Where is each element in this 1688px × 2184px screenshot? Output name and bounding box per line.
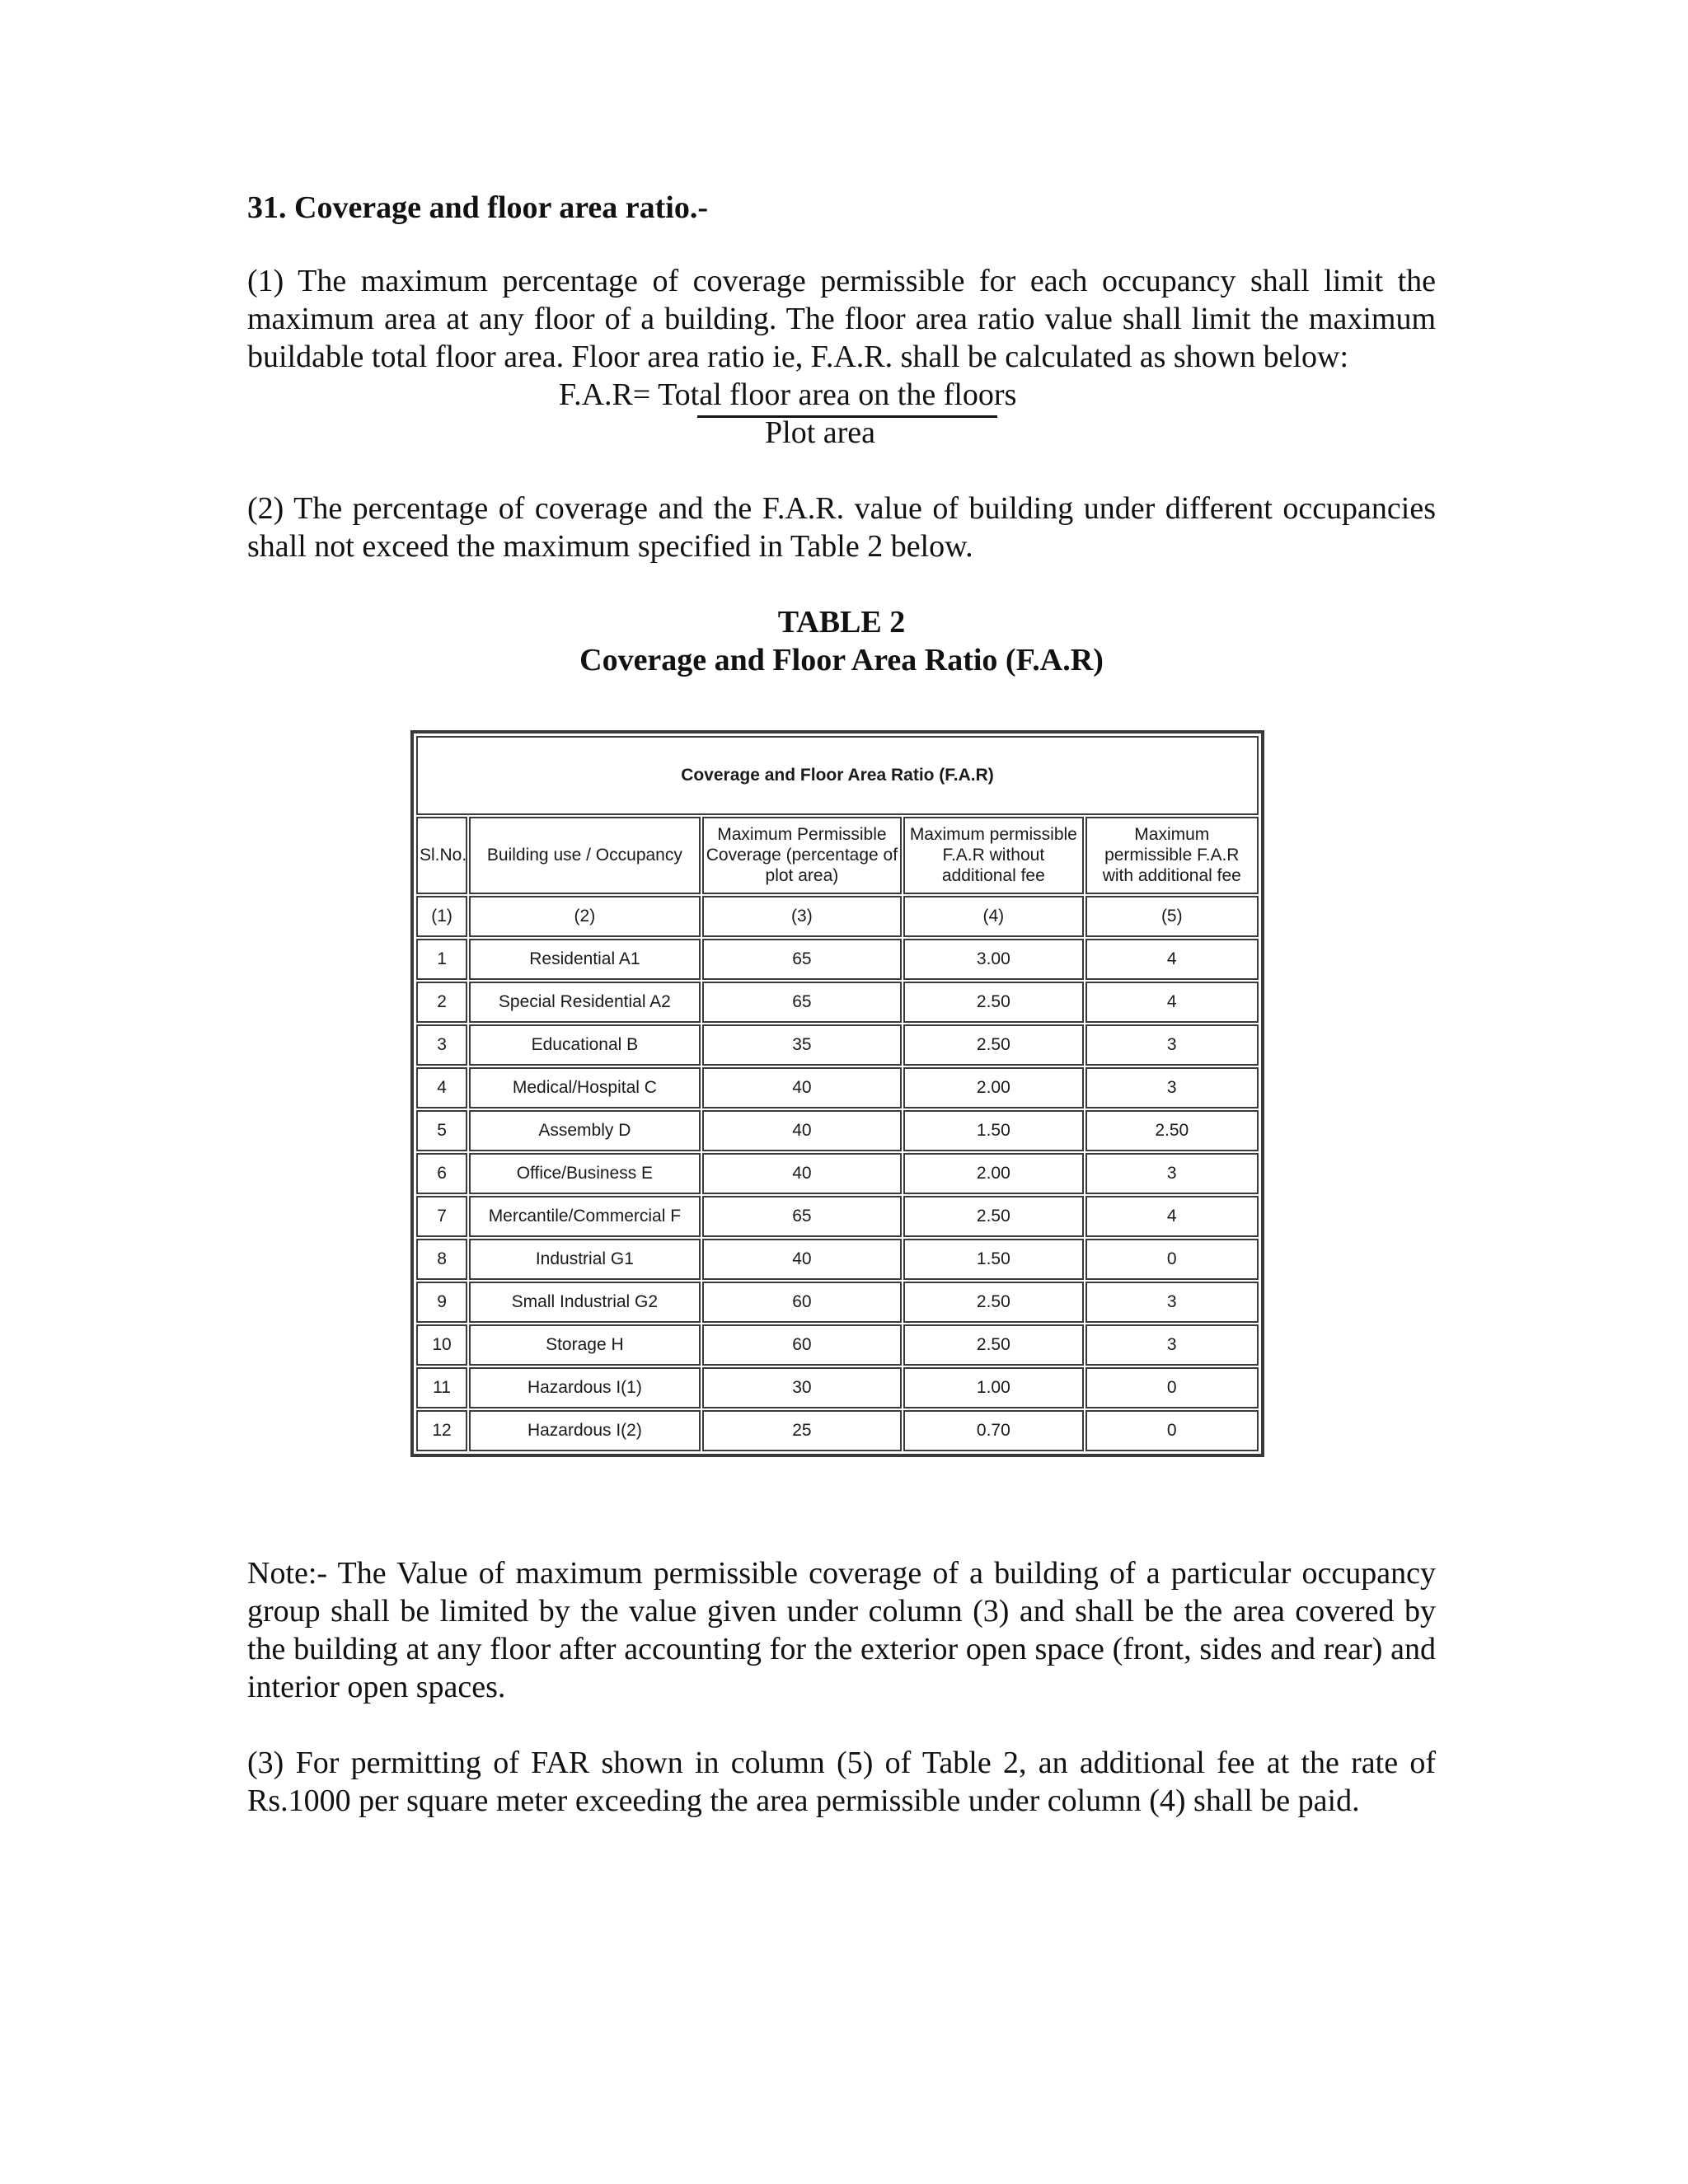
table-cell: 65 — [702, 1196, 902, 1237]
column-number-cell: (2) — [469, 896, 701, 937]
formula-numerator-text: Total floor area on the floors — [658, 377, 1017, 412]
column-number-cell: (4) — [903, 896, 1083, 937]
table-cell: Medical/Hospital C — [469, 1067, 701, 1108]
table-cell: 11 — [416, 1367, 467, 1408]
table-cell: 0 — [1085, 1239, 1259, 1280]
table-cell: 40 — [702, 1067, 902, 1108]
table-cell: 0 — [1085, 1410, 1259, 1451]
table-cell: 40 — [702, 1110, 902, 1151]
header-cell: Building use / Occupancy — [469, 817, 701, 894]
section-heading: 31. Coverage and floor area ratio.- — [247, 190, 708, 225]
table-cell: Industrial G1 — [469, 1239, 701, 1280]
table-cell: 25 — [702, 1410, 902, 1451]
table-cell: 2.50 — [903, 982, 1083, 1023]
table-cell: 2.50 — [903, 1282, 1083, 1323]
formula-denominator: Plot area — [765, 415, 876, 450]
table-cell: 2.50 — [903, 1324, 1083, 1366]
table-row — [416, 1110, 1259, 1151]
table-cell: 2.00 — [903, 1153, 1083, 1194]
table-cell: Office/Business E — [469, 1153, 701, 1194]
table-cell: Hazardous I(2) — [469, 1410, 701, 1451]
table-cell: 60 — [702, 1324, 902, 1366]
table-row — [416, 939, 1259, 980]
table-cell: 40 — [702, 1239, 902, 1280]
table-cell: 2 — [416, 982, 467, 1023]
table-cell: 1 — [416, 939, 467, 980]
table-title-number: TABLE 2 — [777, 604, 906, 640]
table-cell: 30 — [702, 1367, 902, 1408]
table-row — [416, 1367, 1259, 1408]
table-row — [416, 1410, 1259, 1451]
table-cell: 2.50 — [903, 1024, 1083, 1066]
column-number-cell: (3) — [702, 896, 902, 937]
table-row — [416, 1239, 1259, 1280]
table-cell: 0 — [1085, 1367, 1259, 1408]
formula-numerator — [559, 376, 1016, 414]
table-row — [416, 1324, 1259, 1366]
table-cell: 3 — [416, 1024, 467, 1066]
table-cell: 3.00 — [903, 939, 1083, 980]
table-cell: 65 — [702, 939, 902, 980]
table-cell: 7 — [416, 1196, 467, 1237]
table-cell: 3 — [1085, 1282, 1259, 1323]
table-cell: 4 — [416, 1067, 467, 1108]
table-cell: 4 — [1085, 982, 1259, 1023]
note-block — [247, 1554, 1436, 1820]
table-cell: 2.50 — [1085, 1110, 1259, 1151]
header-cell: Maximum permissible F.A.R without additional fee — [903, 817, 1083, 894]
document-page — [247, 190, 1436, 1820]
table-frame — [410, 730, 1264, 1457]
table-cell: 1.50 — [903, 1239, 1083, 1280]
table-row — [416, 1282, 1259, 1323]
far-table — [415, 734, 1260, 1453]
header-cell: Maximum Permissible Coverage (percentage of plot area) — [702, 817, 902, 894]
table-row — [416, 1024, 1259, 1066]
column-number-cell: (5) — [1085, 896, 1259, 937]
far-formula — [247, 376, 1436, 452]
paragraph-1: (1) The maximum percentage of coverage permissible for each occupancy shall limit the maximum area at any floor of a building. The floor area ratio value shall limit the maximum buildable total floor area. Floor area ratio ie, F.A.R. shall be calculated as shown below: — [247, 263, 1436, 374]
table-row — [416, 1153, 1259, 1194]
table-cell: 9 — [416, 1282, 467, 1323]
table-title-name: Coverage and Floor Area Ratio (F.A.R) — [579, 642, 1104, 677]
table-cell: Residential A1 — [469, 939, 701, 980]
table-cell: 3 — [1085, 1324, 1259, 1366]
header-cell: Sl.No. — [416, 817, 467, 894]
table-caption: Coverage and Floor Area Ratio (F.A.R) — [416, 736, 1259, 815]
table-cell: 2.50 — [903, 1196, 1083, 1237]
table-cell: 1.00 — [903, 1367, 1083, 1408]
table-cell: 1.50 — [903, 1110, 1083, 1151]
formula-prefix: F.A.R= — [559, 377, 659, 412]
table-header-row — [416, 817, 1259, 894]
table-cell: 12 — [416, 1410, 467, 1451]
column-number-row — [416, 896, 1259, 937]
table-cell: 3 — [1085, 1067, 1259, 1108]
table-cell: 40 — [702, 1153, 902, 1194]
table-cell: Storage H — [469, 1324, 701, 1366]
table-row — [416, 1196, 1259, 1237]
table-cell: 60 — [702, 1282, 902, 1323]
paragraph-2: (2) The percentage of coverage and the F.A.R. value of building under different occupancies shall not exceed the maximum specified in Table 2 below. — [247, 490, 1436, 564]
table-cell: Educational B — [469, 1024, 701, 1066]
table-cell: 3 — [1085, 1024, 1259, 1066]
table-row — [416, 982, 1259, 1023]
table-cell: 2.00 — [903, 1067, 1083, 1108]
column-number-cell: (1) — [416, 896, 467, 937]
table-cell: Special Residential A2 — [469, 982, 701, 1023]
table-cell: 4 — [1085, 939, 1259, 980]
table-cell: 10 — [416, 1324, 467, 1366]
table-cell: 65 — [702, 982, 902, 1023]
table-cell: Hazardous I(1) — [469, 1367, 701, 1408]
table-cell: Mercantile/Commercial F — [469, 1196, 701, 1237]
table-cell: 0.70 — [903, 1410, 1083, 1451]
table-cell: 5 — [416, 1110, 467, 1151]
table-title — [247, 603, 1436, 679]
table-cell: Assembly D — [469, 1110, 701, 1151]
paragraph-3: (3) For permitting of FAR shown in column (5) of Table 2, an additional fee at the rate of Rs.1000 per square meter exceeding the area permissible under column (4) shall be paid. — [247, 1745, 1436, 1818]
table-row — [416, 1067, 1259, 1108]
table-cell: Small Industrial G2 — [469, 1282, 701, 1323]
note-paragraph: Note:- The Value of maximum permissible coverage of a building of a particular occupancy group shall be limited by the value given under column (3) and shall be the area covered by the building at any floor after accounting for the exterior open space (front, sides and rear) and interior open spaces. — [247, 1555, 1436, 1704]
table-cell: 3 — [1085, 1153, 1259, 1194]
header-cell: Maximum permissible F.A.R with additional fee — [1085, 817, 1259, 894]
table-cell: 35 — [702, 1024, 902, 1066]
table-cell: 6 — [416, 1153, 467, 1194]
table-cell: 4 — [1085, 1196, 1259, 1237]
table-cell: 8 — [416, 1239, 467, 1280]
